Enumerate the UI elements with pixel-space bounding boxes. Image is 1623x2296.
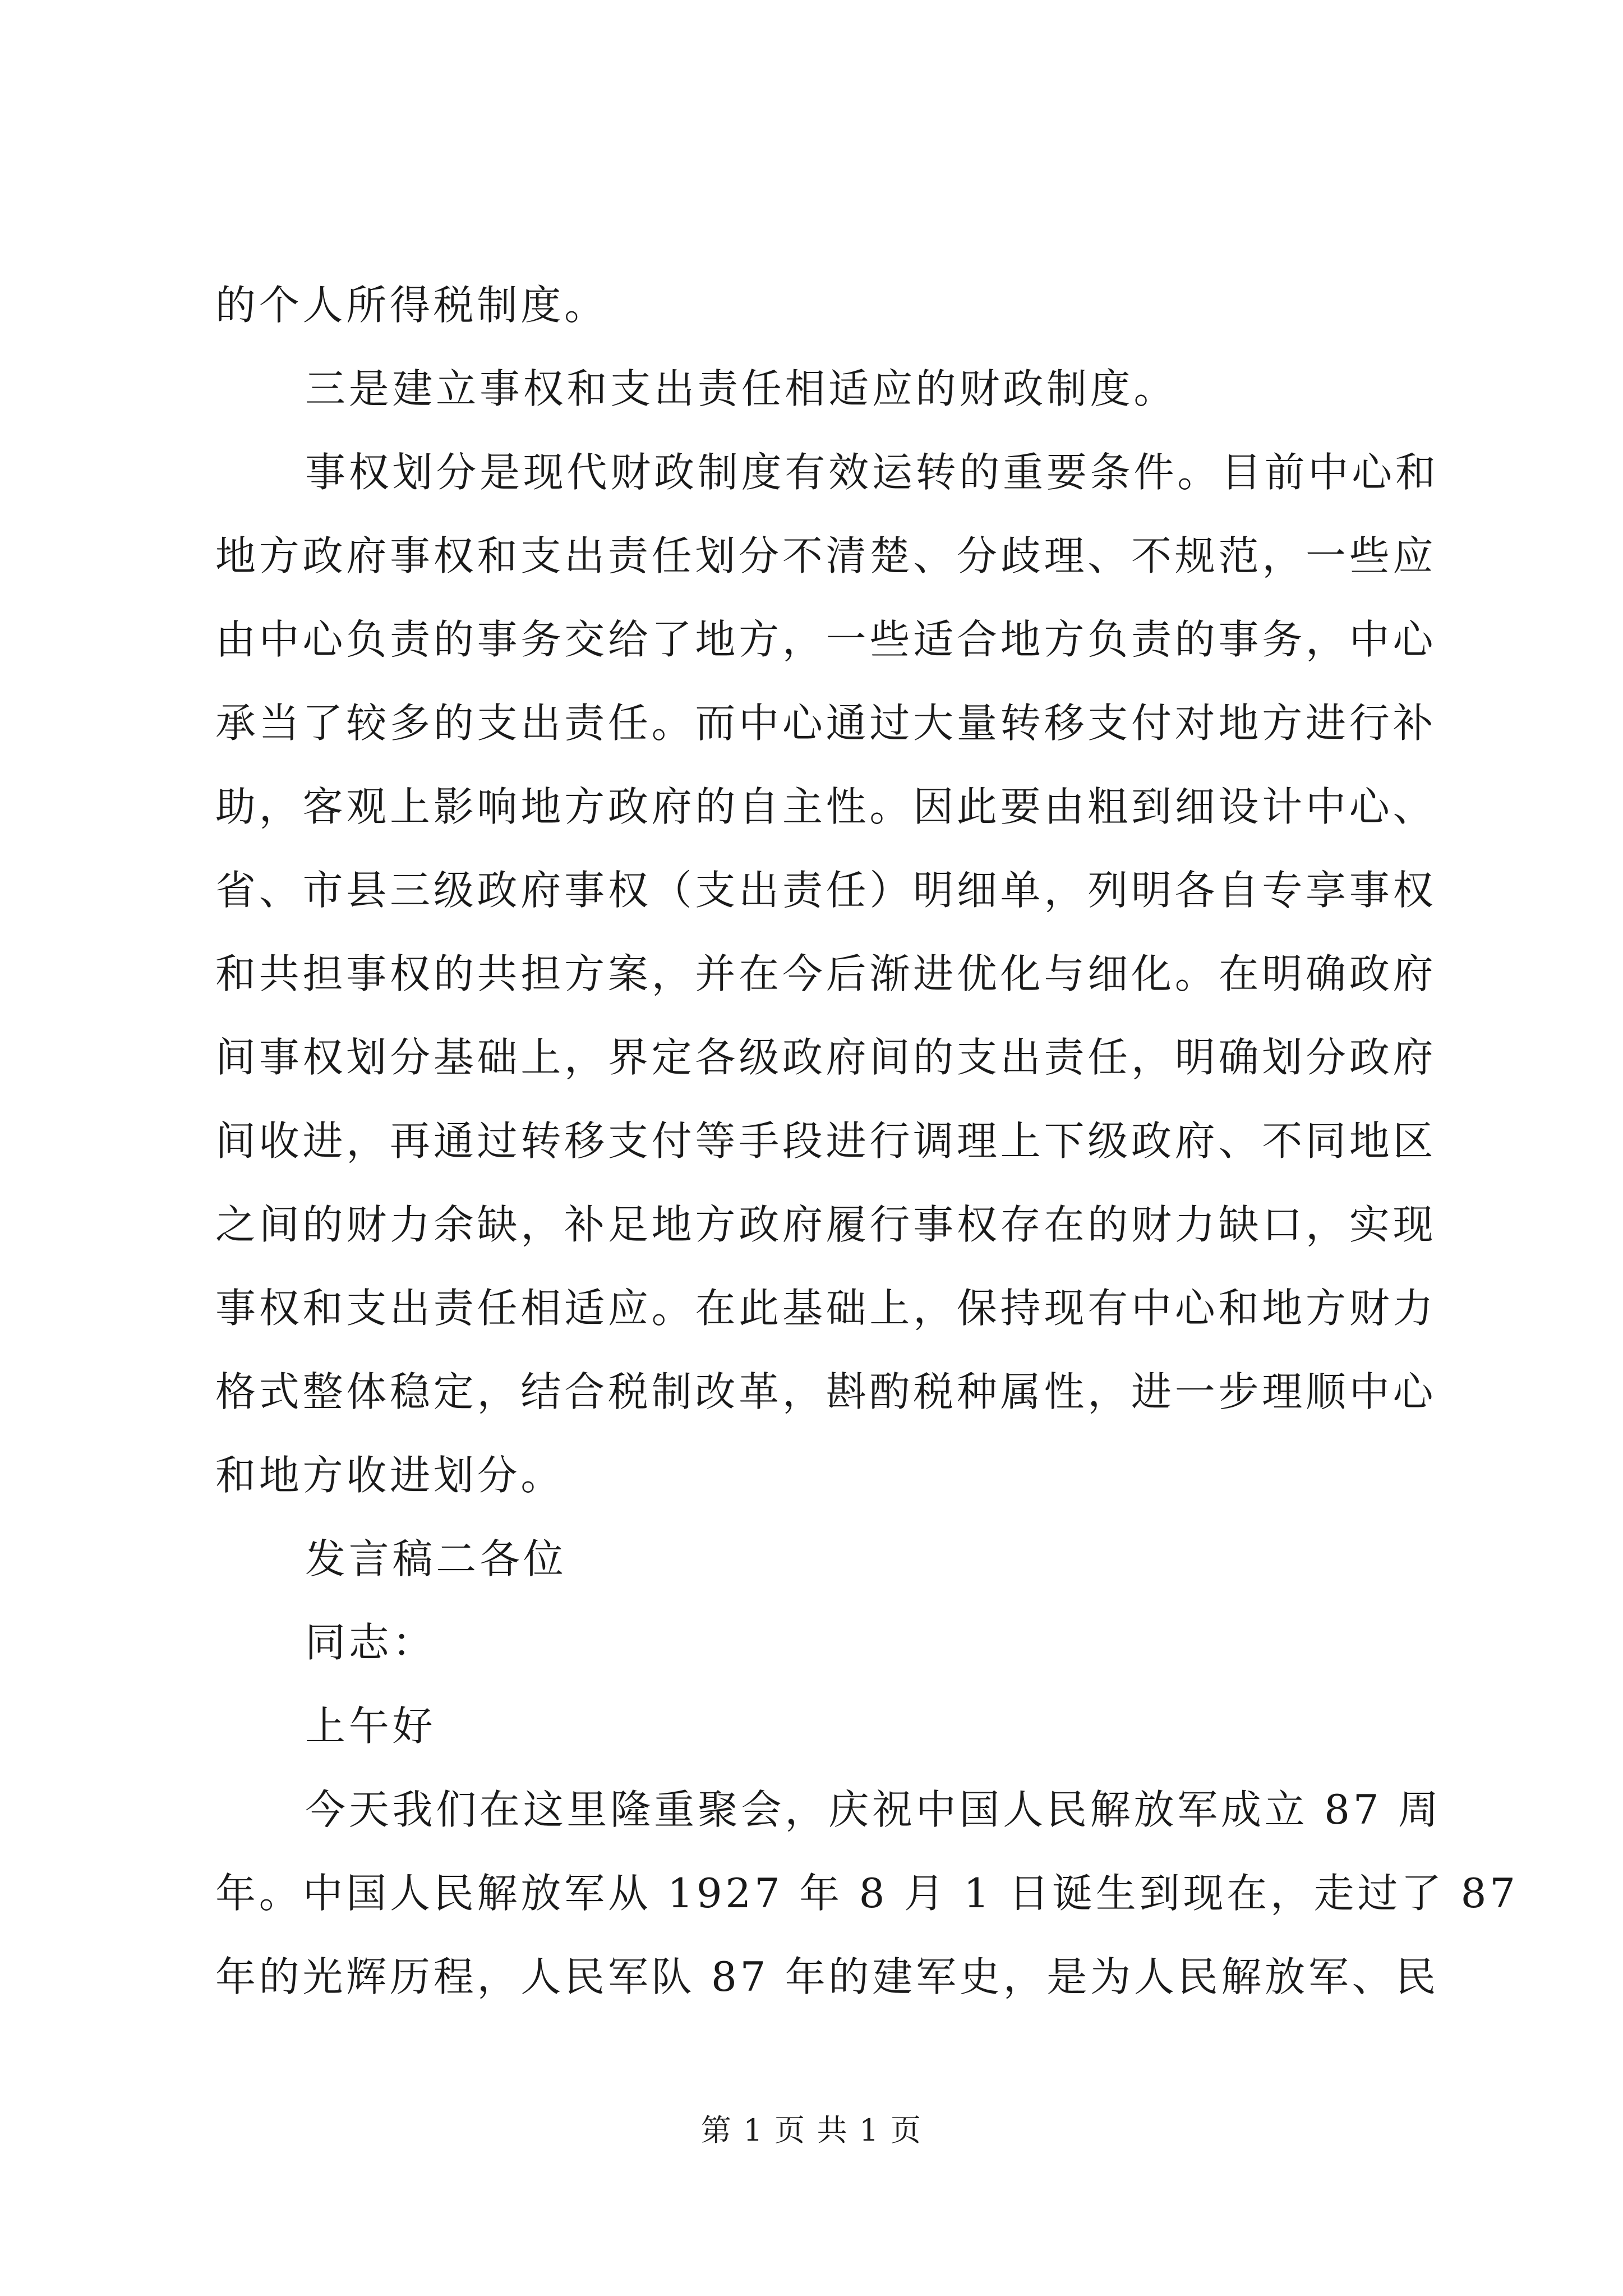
text-line: 发言稿二各位 bbox=[305, 1535, 567, 1582]
page-footer bbox=[0, 2106, 1623, 2150]
text-line: 事权划分是现代财政制度有效运转的重要条件。目前中心和 bbox=[305, 449, 1439, 496]
text-line: 间收进，再通过转移支付等手段进行调理上下级政府、不同地区 bbox=[215, 1117, 1437, 1165]
text-line: 今天我们在这里隆重聚会，庆祝中国人民解放军成立 87 周 bbox=[305, 1786, 1442, 1833]
text-line: 间事权划分基础上，界定各级政府间的支出责任，明确划分政府 bbox=[215, 1034, 1437, 1081]
text-line: 的个人所得税制度。 bbox=[215, 282, 608, 329]
page-number: 第 1 页 共 1 页 bbox=[700, 2113, 923, 2148]
text-line: 和地方收进划分。 bbox=[215, 1452, 565, 1499]
text-line: 格式整体稳定，结合税制改革，斟酌税种属性，进一步理顺中心 bbox=[215, 1368, 1437, 1415]
text-line: 上午好 bbox=[305, 1703, 436, 1750]
text-line: 三是建立事权和支出责任相适应的财政制度。 bbox=[305, 365, 1178, 412]
text-line: 承当了较多的支出责任。而中心通过大量转移支付对地方进行补 bbox=[215, 700, 1437, 747]
text-line: 地方政府事权和支出责任划分不清楚、分歧理、不规范，一些应 bbox=[215, 532, 1437, 579]
text-line: 和共担事权的共担方案，并在今后渐进优化与细化。在明确政府 bbox=[215, 950, 1437, 997]
text-line: 年的光辉历程，人民军队 87 年的建军史，是为人民解放军、民 bbox=[215, 1953, 1440, 2000]
text-line: 由中心负责的事务交给了地方，一些适合地方负责的事务，中心 bbox=[215, 616, 1437, 663]
text-line: 年。中国人民解放军从 1927 年 8 月 1 日诞生到现在，走过了 87 bbox=[215, 1870, 1519, 1917]
text-line: 之间的财力余缺，补足地方政府履行事权存在的财力缺口，实现 bbox=[215, 1201, 1437, 1248]
body-text bbox=[215, 264, 1519, 2019]
text-line: 助，客观上影响地方政府的自主性。因此要由粗到细设计中心、 bbox=[215, 783, 1437, 830]
text-line: 省、市县三级政府事权（支出责任）明细单，列明各自专享事权 bbox=[215, 867, 1437, 914]
text-line: 同志： bbox=[305, 1619, 436, 1666]
text-line: 事权和支出责任相适应。在此基础上，保持现有中心和地方财力 bbox=[215, 1285, 1437, 1332]
